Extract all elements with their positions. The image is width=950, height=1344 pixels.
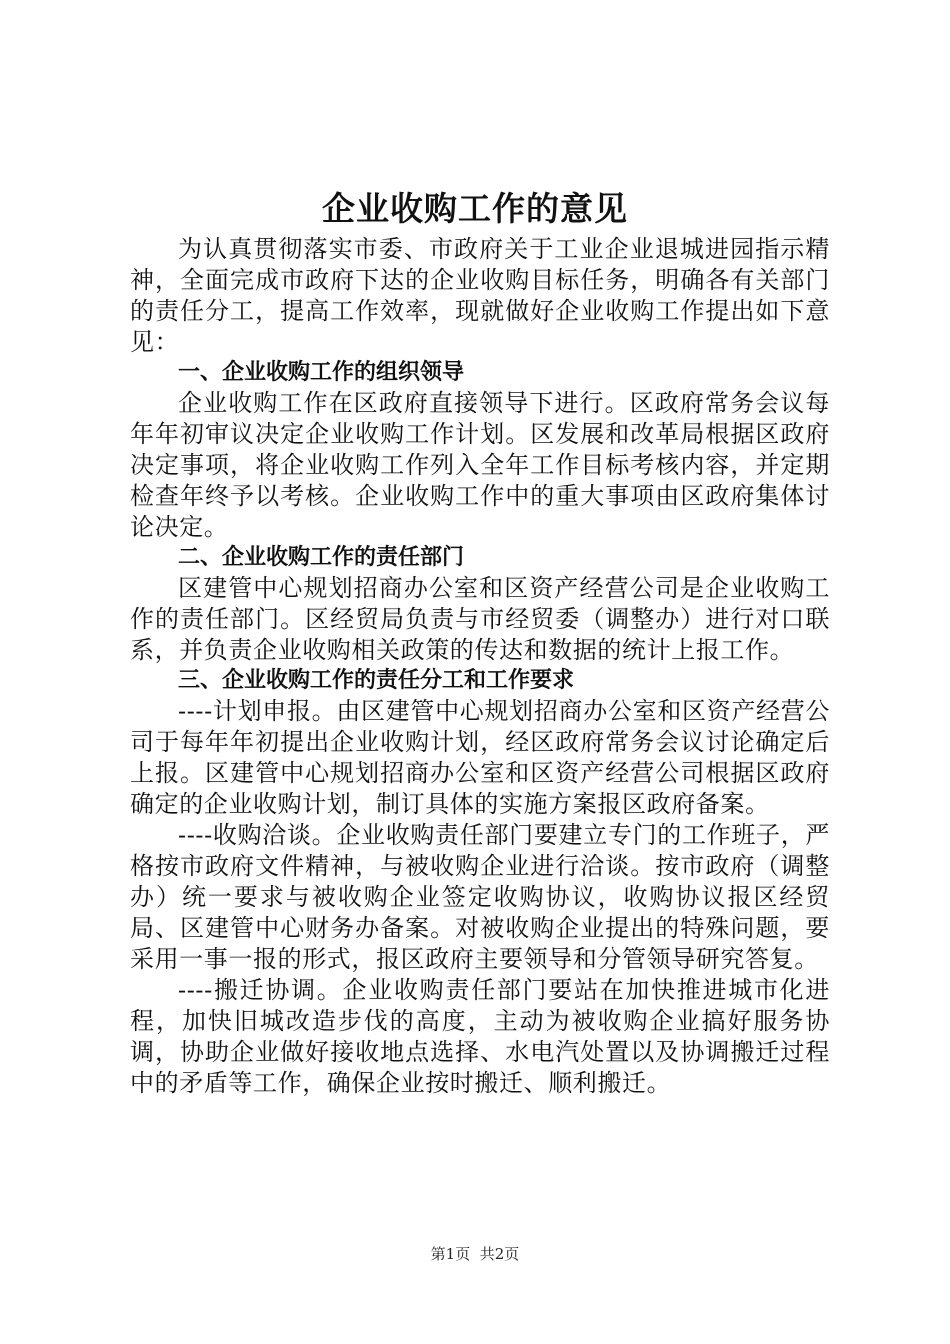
page-footer <box>0 1244 950 1264</box>
section-paragraph: ----计划申报。由区建管中心规划招商办公室和区资产经营公司于每年年初提出企业收购计划，经区政府常务会议讨论确定后上报。区建管中心规划招商办公室和区资产经营公司根据区政府确定的企业收购计划，制订具体的实施方案报区政府备案。 <box>130 697 830 818</box>
section-heading: 一、企业收购工作的组织领导 <box>178 360 465 385</box>
document-body <box>130 234 830 1099</box>
document-title: 企业收购工作的意见 <box>322 189 628 228</box>
section-2 <box>130 543 830 666</box>
intro-paragraph: 为认真贯彻落实市委、市政府关于工业企业退城进园指示精神，全面完成市政府下达的企业收购目标任务，明确各有关部门的责任分工，提高工作效率，现就做好企业收购工作提出如下意见： <box>130 235 830 356</box>
section-heading: 三、企业收购工作的责任分工和工作要求 <box>178 668 575 693</box>
section-1 <box>130 358 830 543</box>
page-number: 第1页 <box>430 1245 471 1263</box>
section-3 <box>130 666 830 1099</box>
section-paragraph: 区建管中心规划招商办公室和区资产经营公司是企业收购工作的责任部门。区经贸局负责与市经贸委（调整办）进行对口联系，并负责企业收购相关政策的传达和数据的统计上报工作。 <box>130 574 830 664</box>
section-paragraph: ----搬迁协调。企业收购责任部门要站在加快推进城市化进程，加快旧城改造步伐的高度，主动为被收购企业搞好服务协调，协助企业做好接收地点选择、水电汽处置以及协调搬迁过程中的矛盾等工作，确保企业按时搬迁、顺利搬迁。 <box>130 976 830 1097</box>
section-heading: 二、企业收购工作的责任部门 <box>178 545 465 570</box>
page-total: 共2页 <box>479 1245 520 1263</box>
section-paragraph: 企业收购工作在区政府直接领导下进行。区政府常务会议每年年初审议决定企业收购工作计划。区发展和改革局根据区政府决定事项，将企业收购工作列入全年工作目标考核内容，并定期检查年终予以考核。企业收购工作中的重大事项由区政府集体讨论决定。 <box>130 389 830 541</box>
section-paragraph: ----收购洽谈。企业收购责任部门要建立专门的工作班子，严格按市政府文件精神，与被收购企业进行洽谈。按市政府（调整办）统一要求与被收购企业签定收购协议，收购协议报区经贸局、区建管中心财务办备案。对被收购企业提出的特殊问题，要采用一事一报的形式，报区政府主要领导和分管领导研究答复。 <box>130 821 830 973</box>
